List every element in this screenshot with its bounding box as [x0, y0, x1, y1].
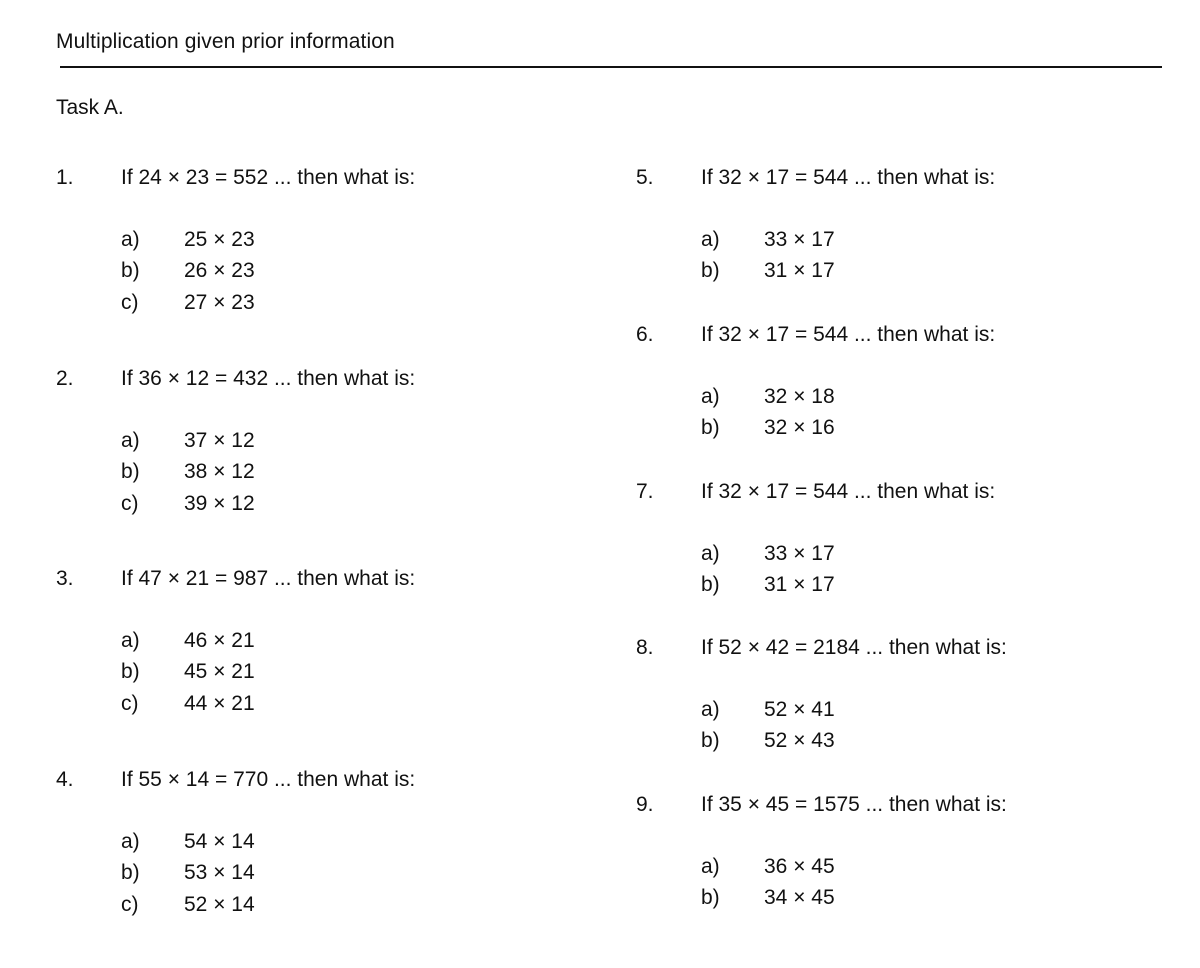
part-label: a) [121, 629, 140, 652]
part-expression: 38 × 12 [184, 460, 255, 484]
question-stem: If 32 × 17 = 544 ... then what is: [701, 166, 996, 189]
part-expression: 33 × 17 [764, 228, 835, 251]
part-expression: 52 × 41 [764, 698, 835, 721]
part-expression: 36 × 45 [764, 855, 835, 878]
part-label: b) [701, 886, 720, 910]
part-label: a) [701, 542, 720, 565]
part-label: b) [121, 861, 140, 885]
question-stem: If 32 × 17 = 544 ... then what is: [701, 323, 996, 346]
part-expression: 46 × 21 [184, 629, 255, 652]
part-expression: 32 × 18 [764, 385, 835, 408]
part-expression: 53 × 14 [184, 861, 255, 885]
question-number: 2. [56, 367, 74, 390]
part-expression: 44 × 21 [184, 691, 255, 715]
part-label: a) [701, 228, 720, 251]
question-stem: If 55 × 14 = 770 ... then what is: [121, 768, 416, 791]
question-number: 3. [56, 567, 74, 590]
question-number: 9. [636, 793, 654, 816]
question-number: 6. [636, 323, 654, 346]
part-label: b) [121, 259, 140, 283]
part-label: b) [121, 660, 140, 684]
question-number: 4. [56, 768, 74, 791]
part-label: a) [701, 698, 720, 721]
part-expression: 31 × 17 [764, 573, 835, 597]
question-stem: If 47 × 21 = 987 ... then what is: [121, 567, 416, 590]
title-rule [60, 66, 1162, 68]
question-stem: If 24 × 23 = 552 ... then what is: [121, 166, 416, 189]
part-expression: 32 × 16 [764, 416, 835, 440]
part-expression: 54 × 14 [184, 830, 255, 853]
part-label: b) [701, 259, 720, 283]
question-stem: If 32 × 17 = 544 ... then what is: [701, 480, 996, 503]
part-expression: 52 × 14 [184, 892, 255, 916]
part-label: a) [701, 855, 720, 878]
question-number: 1. [56, 166, 74, 189]
part-label: a) [121, 228, 140, 251]
part-expression: 37 × 12 [184, 429, 255, 452]
part-expression: 33 × 17 [764, 542, 835, 565]
part-expression: 45 × 21 [184, 660, 255, 684]
part-expression: 26 × 23 [184, 259, 255, 283]
part-expression: 25 × 23 [184, 228, 255, 251]
question-stem: If 52 × 42 = 2184 ... then what is: [701, 636, 1007, 659]
part-expression: 34 × 45 [764, 886, 835, 910]
part-label: b) [701, 416, 720, 440]
part-label: b) [701, 573, 720, 597]
question-number: 8. [636, 636, 654, 659]
part-label: a) [701, 385, 720, 408]
question-stem: If 35 × 45 = 1575 ... then what is: [701, 793, 1007, 816]
part-label: b) [121, 460, 140, 484]
part-expression: 39 × 12 [184, 491, 255, 515]
part-label: c) [121, 892, 139, 916]
question-number: 5. [636, 166, 654, 189]
question-stem: If 36 × 12 = 432 ... then what is: [121, 367, 416, 390]
part-expression: 52 × 43 [764, 729, 835, 753]
part-label: b) [701, 729, 720, 753]
task-label: Task A. [56, 96, 124, 119]
part-expression: 27 × 23 [184, 290, 255, 314]
part-label: a) [121, 429, 140, 452]
part-label: c) [121, 491, 139, 515]
part-label: c) [121, 691, 139, 715]
page-title: Multiplication given prior information [56, 30, 395, 53]
question-number: 7. [636, 480, 654, 503]
part-expression: 31 × 17 [764, 259, 835, 283]
part-label: c) [121, 290, 139, 314]
part-label: a) [121, 830, 140, 853]
